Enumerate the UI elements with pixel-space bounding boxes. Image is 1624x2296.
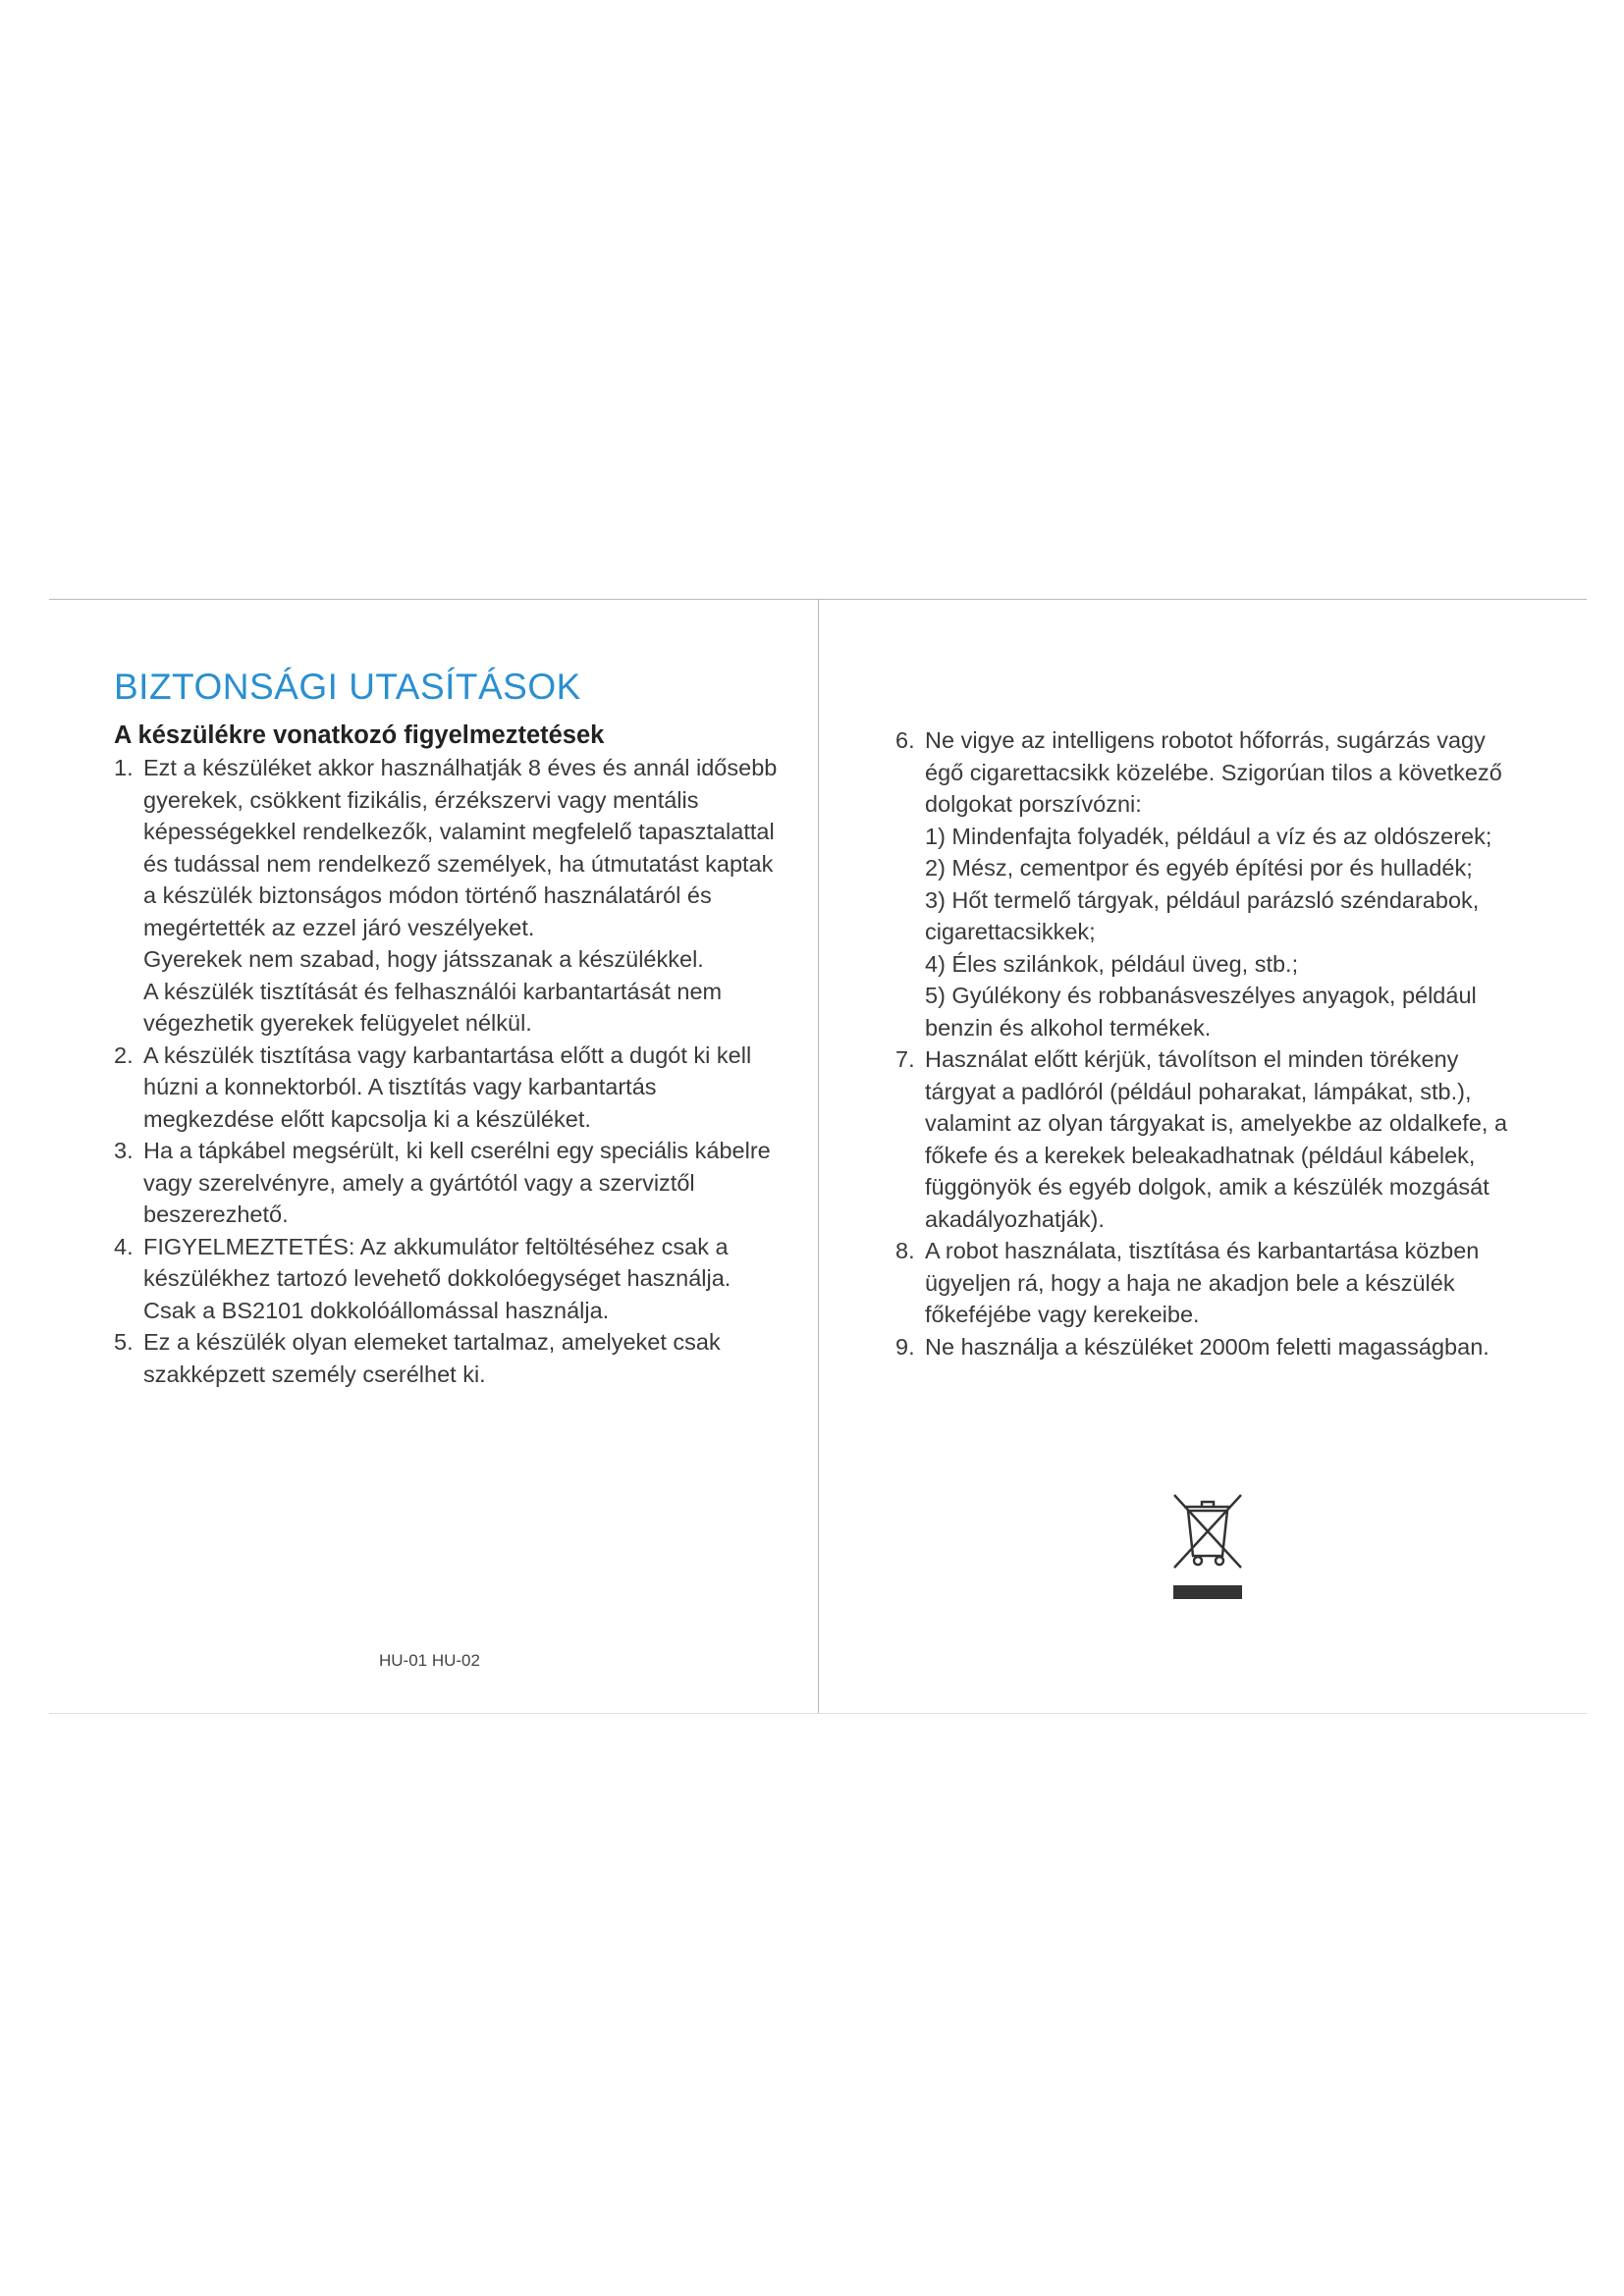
item-text: 4) Éles szilánkok, például üveg, stb.; <box>925 950 1299 977</box>
item-number: 8. <box>895 1238 915 1263</box>
list-item <box>114 1040 782 1136</box>
list-item <box>895 1043 1524 1235</box>
item-text: 1) Mindenfajta folyadék, például a víz és az oldószerek; <box>925 823 1492 849</box>
item-text: Ez a készülék olyan elemeket tartalmaz, amelyeket csak szakképzett személy cserélhet ki. <box>143 1329 721 1387</box>
list-item <box>895 724 1524 1043</box>
section-subtitle: A készülékre vonatkozó figyelmeztetések <box>114 721 605 749</box>
warning-list-right <box>895 724 1524 1362</box>
item-text: Ne használja a készüléket 2000m feletti magasságban. <box>925 1333 1489 1360</box>
item-text: Gyerekek nem szabad, hogy játsszanak a készülékkel. <box>143 946 704 972</box>
list-item <box>114 1326 782 1390</box>
list-item <box>114 1231 782 1327</box>
left-column <box>114 664 782 1390</box>
item-text: 5) Gyúlékony és robbanásveszélyes anyagok, például benzin és alkohol termékek. <box>925 983 1477 1041</box>
item-text: A robot használata, tisztítása és karbantartása közben ügyeljen rá, hogy a haja ne akadjon bele a készülék főkeféjébe vagy kerekeibe. <box>925 1238 1480 1327</box>
bottom-rule <box>49 1713 1587 1714</box>
item-number: 2. <box>114 1041 134 1068</box>
list-item <box>114 1135 782 1231</box>
item-number: 3. <box>114 1138 134 1163</box>
item-text: Csak a BS2101 dokkolóállomással használja. <box>143 1297 610 1323</box>
list-item <box>114 752 782 1040</box>
item-text: FIGYELMEZTETÉS: Az akkumulátor feltöltéséhez csak a készülékhez tartozó levehető dokkolóegységet használja. <box>143 1233 731 1291</box>
item-number: 5. <box>114 1329 134 1355</box>
item-text: Ezt a készüléket akkor használhatják 8 éves és annál idősebb gyerekek, csökkent fizikális, érzékszervi vagy mentális képességekkel rendelkezők, valamint megfelelő tapasztalattal és tudással nem rendelkező személyek, ha útmutatást kaptak a készülék biztonságos módon történő használatáról és megértették az ezzel járó veszélyeket. <box>143 755 778 940</box>
item-number: 4. <box>114 1233 134 1259</box>
item-number: 6. <box>895 727 915 753</box>
list-item <box>895 1331 1524 1363</box>
item-text: Ha a tápkábel megsérült, ki kell cserélni egy speciális kábelre vagy szerelvényre, amely a gyártótól vagy a szerviztől beszerezhető. <box>143 1138 771 1227</box>
crossed-out-wheeled-bin-icon <box>1168 1487 1247 1600</box>
item-text: A készülék tisztítását és felhasználói karbantartását nem végezhetik gyerekek felügyelet nélkül. <box>143 978 723 1036</box>
page-numbers: HU-01 HU-02 <box>379 1651 480 1670</box>
item-text: 3) Hőt termelő tárgyak, például parázsló széndarabok, cigarettacsikkek; <box>925 886 1480 944</box>
item-number: 9. <box>895 1333 915 1360</box>
item-text: Ne vigye az intelligens robotot hőforrás, sugárzás vagy égő cigarettacsikk közelébe. Szigorúan tilos a következő dolgokat porszívózni: <box>925 727 1502 817</box>
item-text: 2) Mész, cementpor és egyéb építési por és hulladék; <box>925 855 1473 881</box>
list-item <box>895 1235 1524 1331</box>
item-number: 7. <box>895 1046 915 1072</box>
item-text: Használat előtt kérjük, távolítson el minden törékeny tárgyat a padlóról (például poharakat, lámpákat, stb.), valamint az olyan tárgyakat is, amelyekbe az oldalkefe, a főkefe és a kerekek beleakadhatnak (például kábelek, függönyök és egyéb dolgok, amik a készülék mozgását akadályozhatják). <box>925 1046 1508 1232</box>
page-title: BIZTONSÁGI UTASÍTÁSOK <box>114 667 581 707</box>
item-text: A készülék tisztítása vagy karbantartása előtt a dugót ki kell húzni a konnektorból. A tisztítás vagy karbantartás megkezdése előtt kapcsolja ki a készüléket. <box>143 1041 752 1132</box>
item-number: 1. <box>114 755 134 780</box>
warning-list-left <box>114 752 782 1390</box>
right-column <box>895 724 1524 1362</box>
page-divider <box>818 599 819 1714</box>
